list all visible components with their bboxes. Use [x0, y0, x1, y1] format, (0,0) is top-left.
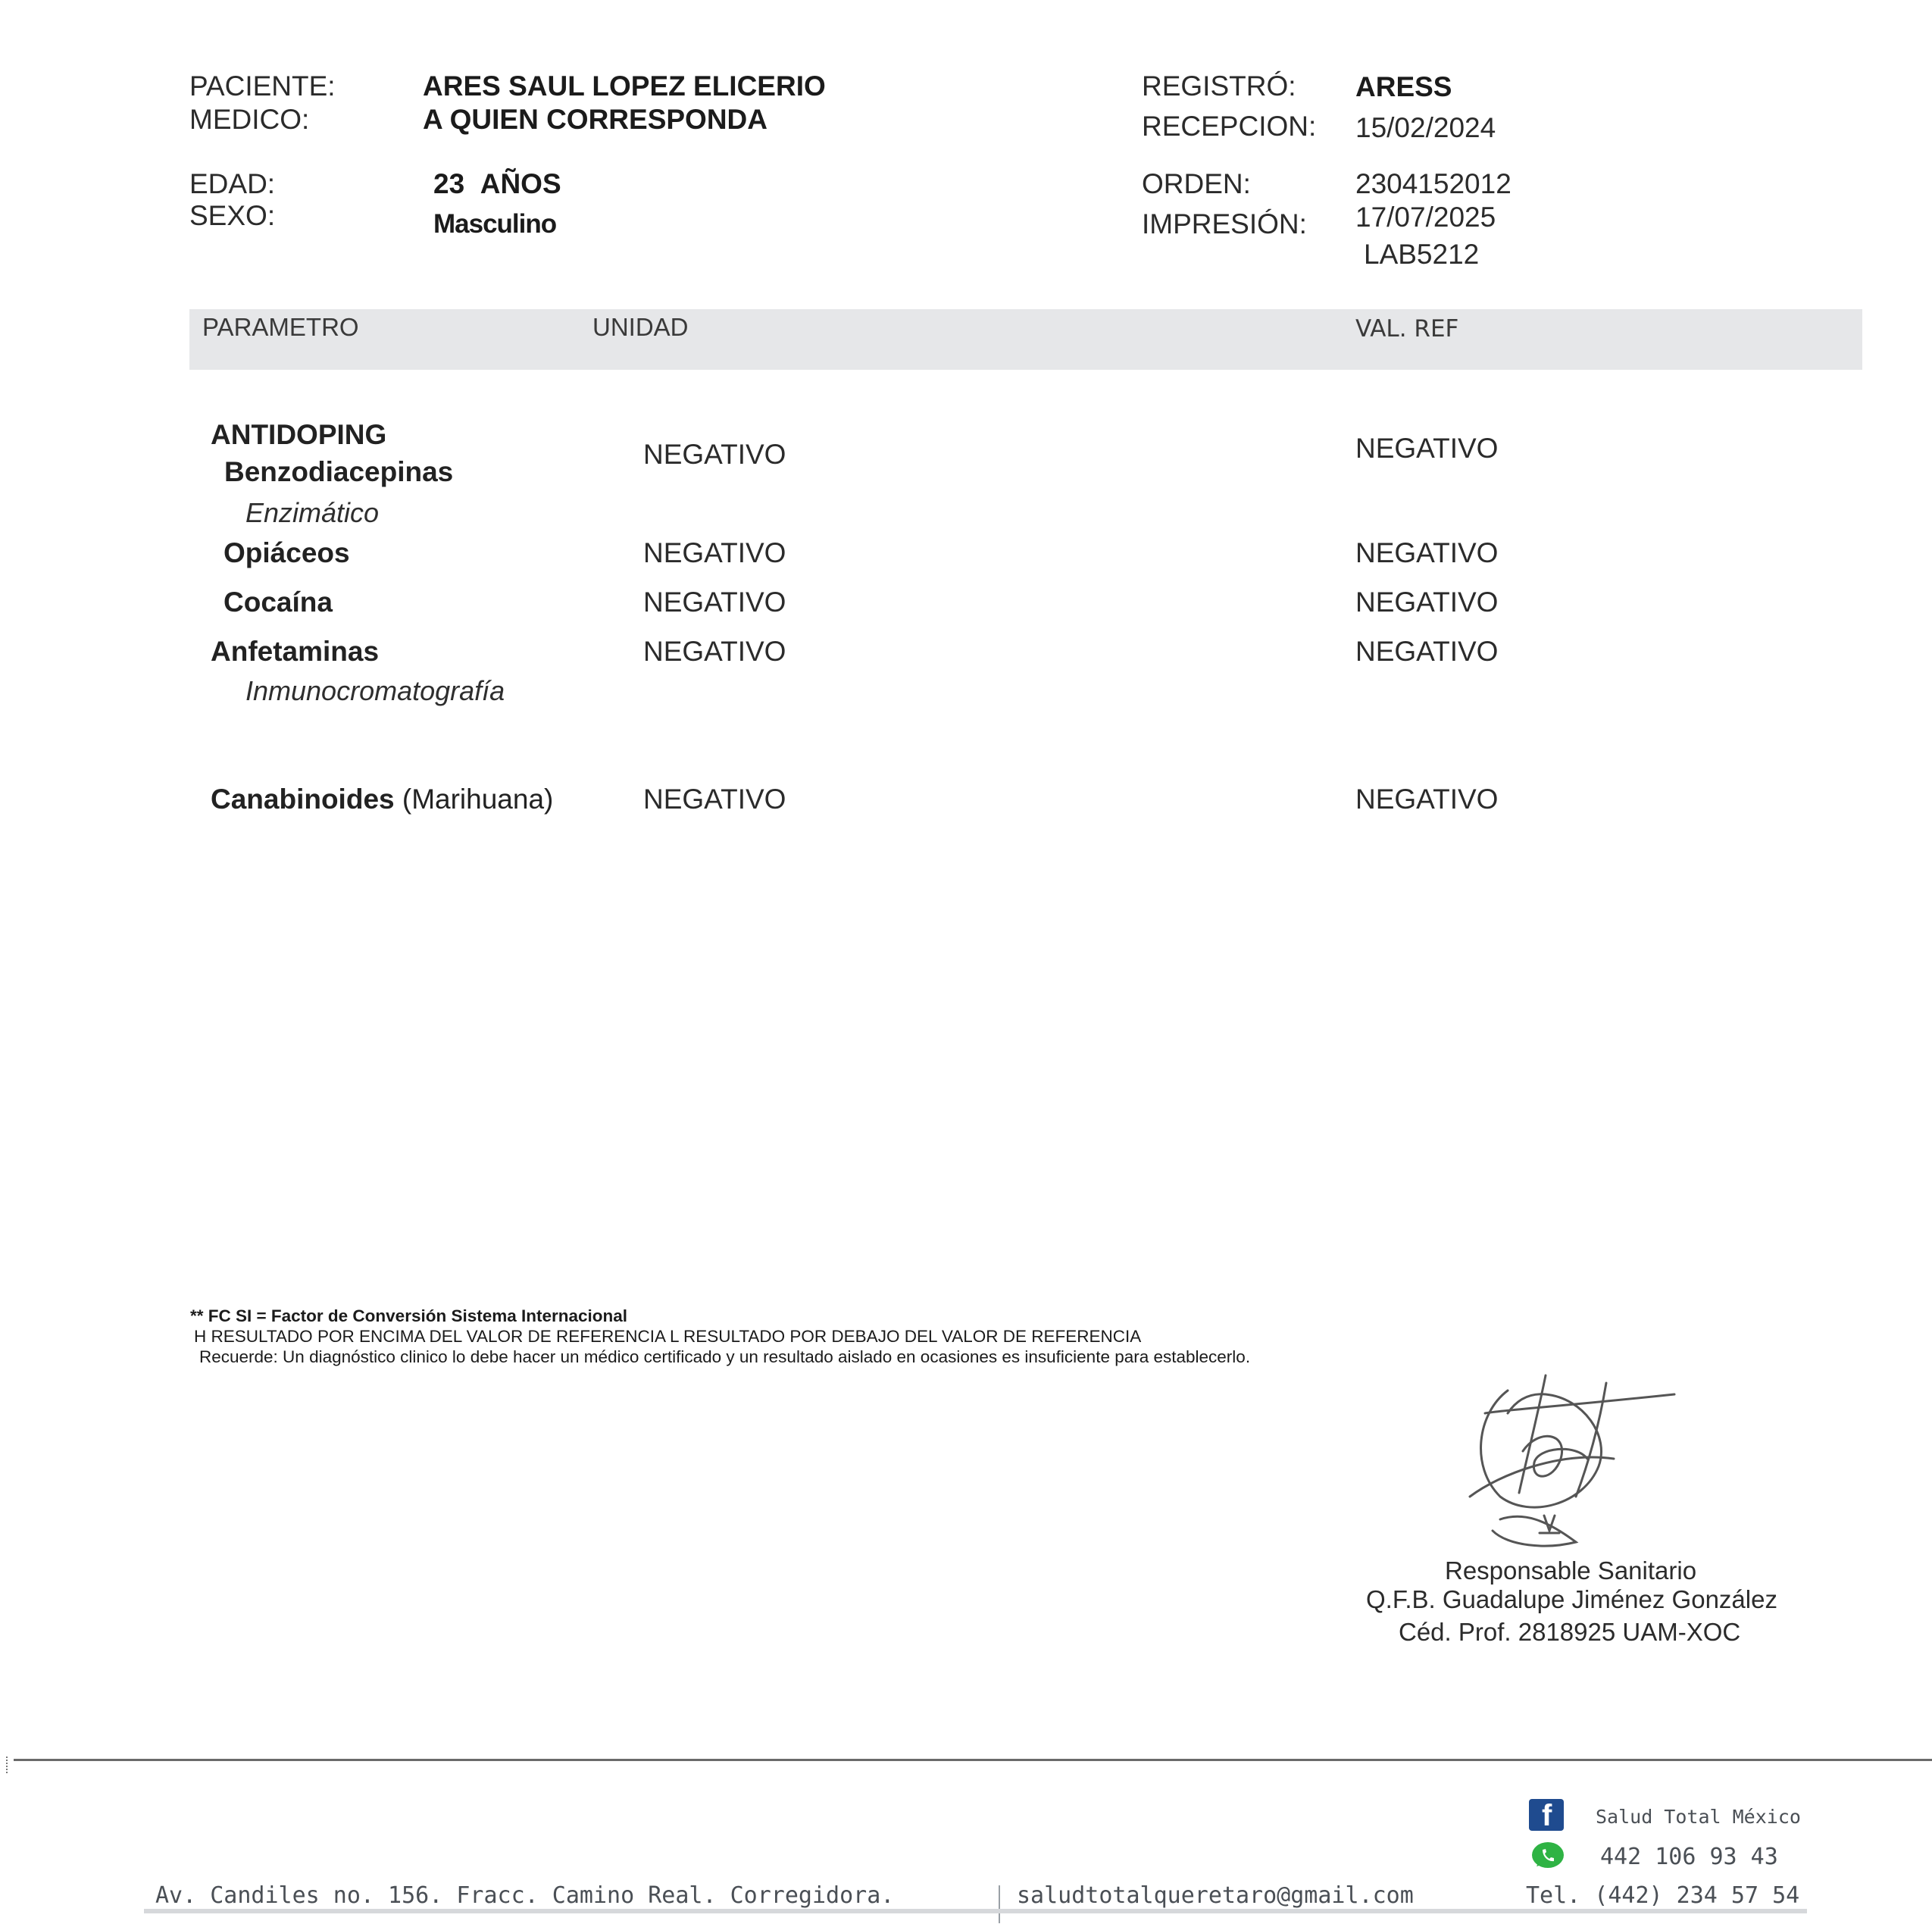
edad-unit: AÑOS	[480, 168, 561, 199]
result-canabinoides: NEGATIVO	[643, 784, 786, 815]
table-header-band	[189, 309, 1862, 370]
param-canabinoides-suffix: (Marihuana)	[402, 784, 554, 815]
result-opiaceos: NEGATIVO	[643, 537, 786, 568]
facebook-icon: f	[1529, 1799, 1564, 1831]
signature-image	[1455, 1368, 1682, 1553]
note-recuerde: Recuerde: Un diagnóstico clinico lo debe hacer un médico certificado y un resultado aislado en ocasiones es insuficiente para establecerlo.	[199, 1347, 1251, 1366]
lab-code: LAB5212	[1364, 239, 1480, 270]
signature-role: Responsable Sanitario	[1445, 1556, 1697, 1585]
param-canabinoides	[211, 784, 553, 815]
footer-corner-mark	[6, 1757, 12, 1773]
recepcion-value: 15/02/2024	[1355, 112, 1496, 143]
header-parametro: PARAMETRO	[202, 313, 359, 341]
method-inmunocromatografia: Inmunocromatografía	[245, 675, 505, 706]
recepcion-label: RECEPCION:	[1142, 111, 1317, 142]
impresion-label: IMPRESIÓN:	[1142, 208, 1307, 239]
medico-value: A QUIEN CORRESPONDA	[423, 104, 768, 135]
whatsapp-icon	[1530, 1841, 1565, 1871]
footer-phone: Tel. (442) 234 57 54	[1526, 1882, 1800, 1909]
result-anfetaminas: NEGATIVO	[643, 636, 786, 667]
param-cocaina: Cocaína	[224, 587, 333, 618]
edad-number: 23	[433, 168, 465, 199]
impresion-value: 17/07/2025	[1355, 202, 1496, 233]
footer-facebook: Salud Total México	[1596, 1806, 1801, 1828]
footer-divider	[14, 1759, 1932, 1761]
ref-opiaceos: NEGATIVO	[1355, 537, 1499, 568]
signature-cedula: Céd. Prof. 2818925 UAM-XOC	[1399, 1618, 1741, 1646]
footer-address: Av. Candiles no. 156. Fracc. Camino Real. Corregidora.	[155, 1882, 895, 1909]
registro-label: REGISTRÓ:	[1142, 70, 1296, 102]
result-benzodiacepinas: NEGATIVO	[643, 439, 786, 470]
registro-value: ARESS	[1355, 71, 1452, 102]
ref-benzodiacepinas: NEGATIVO	[1355, 433, 1499, 464]
ref-canabinoides: NEGATIVO	[1355, 784, 1499, 815]
sexo-label: SEXO:	[189, 200, 276, 231]
method-enzimatico: Enzimático	[245, 497, 380, 528]
orden-label: ORDEN:	[1142, 168, 1251, 199]
footer-separator	[999, 1885, 1000, 1923]
orden-value: 2304152012	[1355, 168, 1512, 199]
header-unidad: UNIDAD	[592, 313, 689, 341]
note-fc-si: ** FC SI = Factor de Conversión Sistema Internacional	[190, 1306, 628, 1325]
paciente-value: ARES SAUL LOPEZ ELICERIO	[423, 70, 826, 102]
header-val-ref: VAL. REF	[1355, 315, 1459, 343]
ref-cocaina: NEGATIVO	[1355, 587, 1499, 618]
footer-email: saludtotalqueretaro@gmail.com	[1017, 1882, 1414, 1909]
result-cocaina: NEGATIVO	[643, 587, 786, 618]
section-title-antidoping: ANTIDOPING	[211, 419, 387, 450]
footer-bar	[144, 1909, 1807, 1913]
paciente-label: PACIENTE:	[189, 70, 336, 102]
param-benzodiacepinas: Benzodiacepinas	[224, 456, 454, 487]
edad-label: EDAD:	[189, 168, 276, 199]
note-h-l: H RESULTADO POR ENCIMA DEL VALOR DE REFERENCIA L RESULTADO POR DEBAJO DEL VALOR DE REFERENCIA	[194, 1327, 1142, 1346]
footer-whatsapp: 442 106 93 43	[1600, 1844, 1778, 1870]
param-anfetaminas: Anfetaminas	[211, 636, 380, 667]
signature-name: Q.F.B. Guadalupe Jiménez González	[1366, 1585, 1777, 1613]
sexo-value: Masculino	[433, 209, 557, 239]
ref-anfetaminas: NEGATIVO	[1355, 636, 1499, 667]
param-canabinoides-name: Canabinoides	[211, 784, 395, 815]
medico-label: MEDICO:	[189, 104, 310, 135]
edad-value	[433, 168, 561, 200]
param-opiaceos: Opiáceos	[224, 537, 350, 568]
